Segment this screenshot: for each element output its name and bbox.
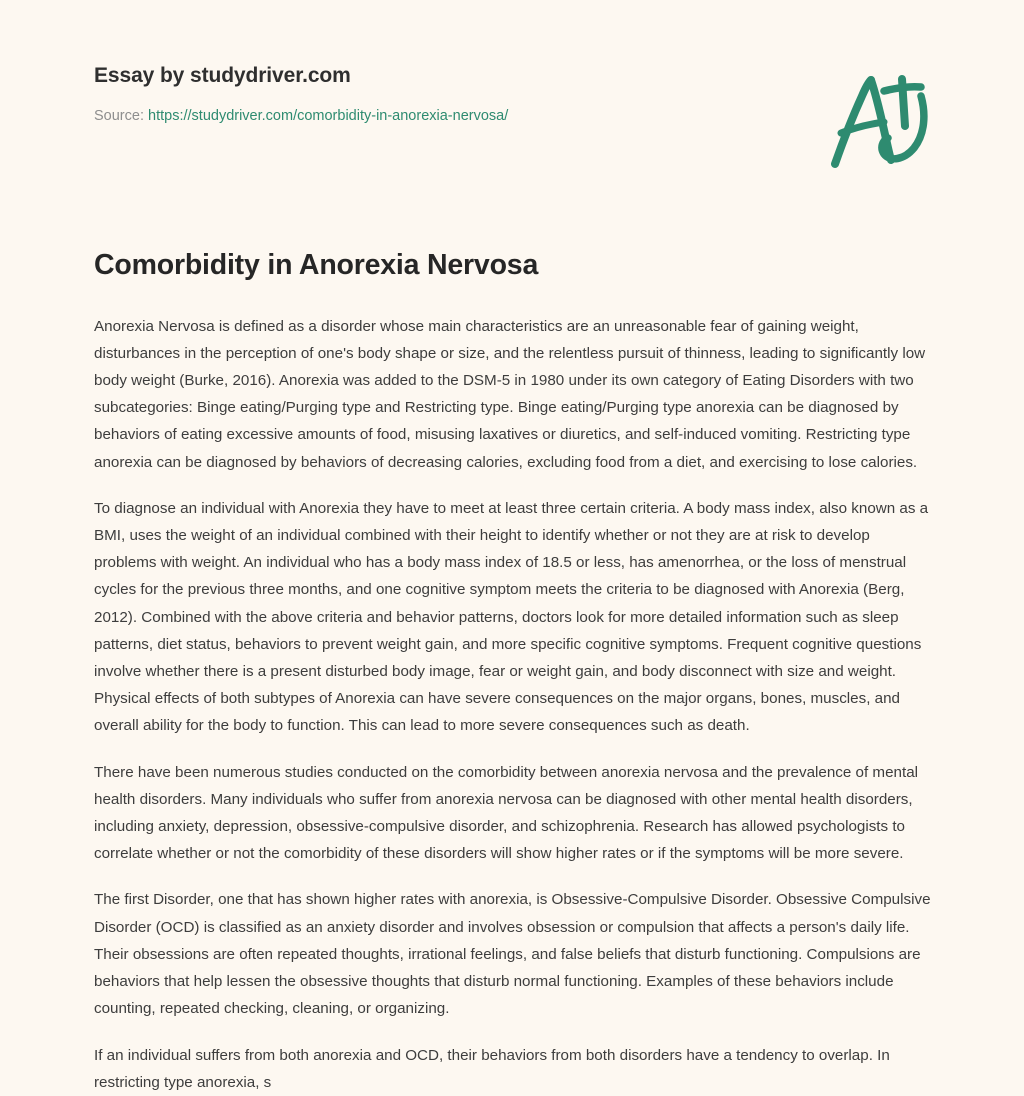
article-body (94, 313, 934, 1096)
article-paragraph: There have been numerous studies conducted on the comorbidity between anorexia nervosa and the prevalence of mental health disorders. Many individuals who suffer from anorexia nervosa can be diagnosed with other mental health disorders, including anxiety, depression, obsessive-compulsive disorder, and schizophrenia. Research has allowed psychologists to correlate whether or not the comorbidity of these disorders will show higher rates or if the symptoms will be more severe. (94, 763, 919, 863)
source-url-link[interactable]: https://studydriver.com/comorbidity-in-anorexia-nervosa/ (148, 108, 509, 125)
page-header (0, 0, 1024, 200)
header-attribution-block (94, 62, 794, 127)
article-paragraph: To diagnose an individual with Anorexia they have to meet at least three certain criteria. A body mass index, also known as a BMI, uses the weight of an individual combined with their height to identify whether or not they are at risk to develop problems with weight. An individual who has a body mass index of 18.5 or less, has amenorrhea, or the loss of menstrual cycles for the previous three months, and one cognitive symptom meets the criteria to be diagnosed with Anorexia (Berg, 2012). Combined with the above criteria and behavior patterns, doctors look for more detailed information such as sleep patterns, diet status, behaviors to prevent weight gain, and more specific cognitive symptoms. Frequent cognitive questions involve whether there is a present disturbed body image, fear or weight gain, and body disconnect with size and weight. Physical effects of both subtypes of Anorexia can have severe consequences on the major organs, bones, muscles, and overall ability for the body to function. This can lead to more severe consequences such as death. (94, 499, 929, 735)
article-paragraph: If an individual suffers from both anorexia and OCD, their behaviors from both disorders have a tendency to overlap. In restricting type anorexia, s (94, 1046, 890, 1091)
article-paragraph: The first Disorder, one that has shown higher rates with anorexia, is Obsessive-Compulsive Disorder. Obsessive Compulsive Disorder (OCD) is classified as an anxiety disorder and involves obsession or compulsion that affects a person's daily life. Their obsessions are often repeated thoughts, irrational feelings, and false beliefs that disturb functioning. Compulsions are behaviors that help lessen the obsessive thoughts that disturb normal functioning. Examples of these behaviors include counting, repeated checking, cleaning, or organizing. (94, 891, 931, 1018)
article-paragraph: Anorexia Nervosa is defined as a disorder whose main characteristics are an unreasonable fear of gaining weight, disturbances in the perception of one's body shape or size, and the relentless pursuit of thinness, leading to significantly low body weight (Burke, 2016). Anorexia was added to the DSM-5 in 1980 under its own category of Eating Disorders with two subcategories: Binge eating/Purging type and Restricting type. Binge eating/Purging type anorexia can be diagnosed by behaviors of eating excessive amounts of food, misusing laxatives or diuretics, and self-induced vomiting. Restricting type anorexia can be diagnosed by behaviors of decreasing calories, excluding food from a diet, and exercising to lose calories. (94, 317, 926, 471)
source-label: Source: (94, 108, 144, 125)
page-title: Comorbidity in Anorexia Nervosa (94, 249, 539, 281)
a-plus-logo-glyph (818, 58, 938, 178)
source-line (94, 89, 794, 126)
essay-byline: Essay by studydriver.com (94, 64, 351, 87)
a-plus-logo-icon (818, 58, 938, 178)
article-container (94, 248, 934, 1096)
